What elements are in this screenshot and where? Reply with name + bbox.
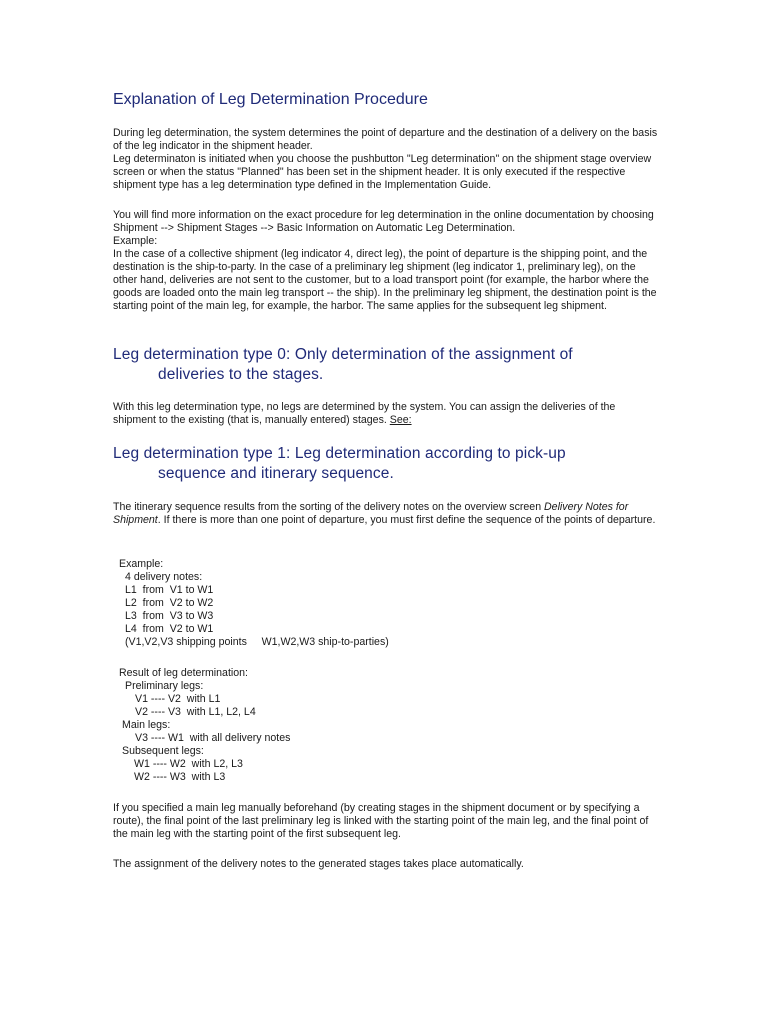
section-heading-type0 <box>113 345 673 385</box>
delivery-notes-label: 4 delivery notes: <box>125 571 203 583</box>
section-heading-type1-line1: Leg determination type 1: Leg determination according to pick-up <box>113 445 566 462</box>
subsequent-legs-label: Subsequent legs: <box>122 745 204 757</box>
type0-text: With this leg determination type, no legs are determined by the system. You can assign the deliveries of the shipment to the existing (that is, manually entered) stages. <box>113 401 616 426</box>
subsequent-leg-item: W2 ---- W3 with L3 <box>134 771 226 783</box>
closing-section-2 <box>113 858 658 871</box>
delivery-note-item: L1 from V1 to W1 <box>125 584 214 596</box>
more-info-paragraph: You will find more information on the exact procedure for leg determination in the online documentation by choosing Shipment --> Shipment Stages --> Basic Information on Automatic Leg Determination. <box>113 209 654 234</box>
points-legend: (V1,V2,V3 shipping points W1,W2,W3 ship-to-parties) <box>125 636 389 648</box>
preliminary-leg-item: V1 ---- V2 with L1 <box>135 693 221 705</box>
example-heading: Example: <box>119 558 164 570</box>
result-block <box>119 667 290 784</box>
main-legs-label: Main legs: <box>122 719 171 731</box>
subsequent-leg-item: W1 ---- W2 with L2, L3 <box>134 758 243 770</box>
type0-section <box>113 401 658 427</box>
closing-section <box>113 802 658 841</box>
example-label: Example: <box>113 235 158 247</box>
preliminary-leg-item: V2 ---- V3 with L1, L2, L4 <box>135 706 256 718</box>
result-heading: Result of leg determination: <box>119 667 248 679</box>
example-paragraph: In the case of a collective shipment (leg indicator 4, direct leg), the point of departure is the shipping point, and the destination is the ship-to-party. In the case of a preliminary leg shipment (leg indicator 1, preliminary leg), on the other hand, deliveries are not sent to the customer, but to a load transport point (for example, the harbor where the goods are loaded onto the main leg transport -- the ship). In the preliminary leg shipment, the destination point is the starting point of the main leg, for example, the harbor. The same applies for the subsequent leg shipment. <box>113 248 657 312</box>
section-heading-type0-line2: deliveries to the stages. <box>158 366 324 383</box>
main-leg-item: V3 ---- W1 with all delivery notes <box>135 732 291 744</box>
preliminary-legs-label: Preliminary legs: <box>125 680 204 692</box>
closing-paragraph-1: If you specified a main leg manually beforehand (by creating stages in the shipment document or by specifying a route), the final point of the last preliminary leg is linked with the starting point of the main leg, and the final point of the main leg with the starting point of the first subsequent leg. <box>113 802 649 840</box>
section-heading-type1-line2: sequence and itinerary sequence. <box>158 465 394 482</box>
delivery-note-item: L2 from V2 to W2 <box>125 597 214 609</box>
type1-text-before: The itinerary sequence results from the sorting of the delivery notes on the overview screen <box>113 501 545 513</box>
type1-section <box>113 501 658 527</box>
intro-paragraph-1: During leg determination, the system determines the point of departure and the destination of a delivery on the basis of the leg indicator in the shipment header. <box>113 127 658 152</box>
more-info-section <box>113 209 658 313</box>
type0-paragraph <box>113 401 658 427</box>
section-heading-type1 <box>113 444 673 484</box>
example-block <box>119 558 389 649</box>
delivery-notes-screen-name: Delivery Notes for Shipment <box>113 501 629 526</box>
type1-text-after: . If there is more than one point of departure, you must first define the sequence of the points of departure. <box>157 514 656 526</box>
intro-section <box>113 127 658 192</box>
see-link[interactable]: See: <box>389 414 412 426</box>
page-title: Explanation of Leg Determination Procedure <box>113 91 428 108</box>
type1-paragraph <box>113 501 658 527</box>
closing-paragraph-2: The assignment of the delivery notes to the generated stages takes place automatically. <box>113 858 524 870</box>
delivery-note-item: L4 from V2 to W1 <box>125 623 214 635</box>
delivery-note-item: L3 from V3 to W3 <box>125 610 214 622</box>
section-heading-type0-line1: Leg determination type 0: Only determination of the assignment of <box>113 346 573 363</box>
intro-paragraph-2: Leg determinaton is initiated when you choose the pushbutton "Leg determination" on the shipment stage overview screen or when the status "Planned" has been set in the shipment header. It is only executed if the respective shipment type has a leg determination type defined in the Implementation Guide. <box>113 153 652 191</box>
